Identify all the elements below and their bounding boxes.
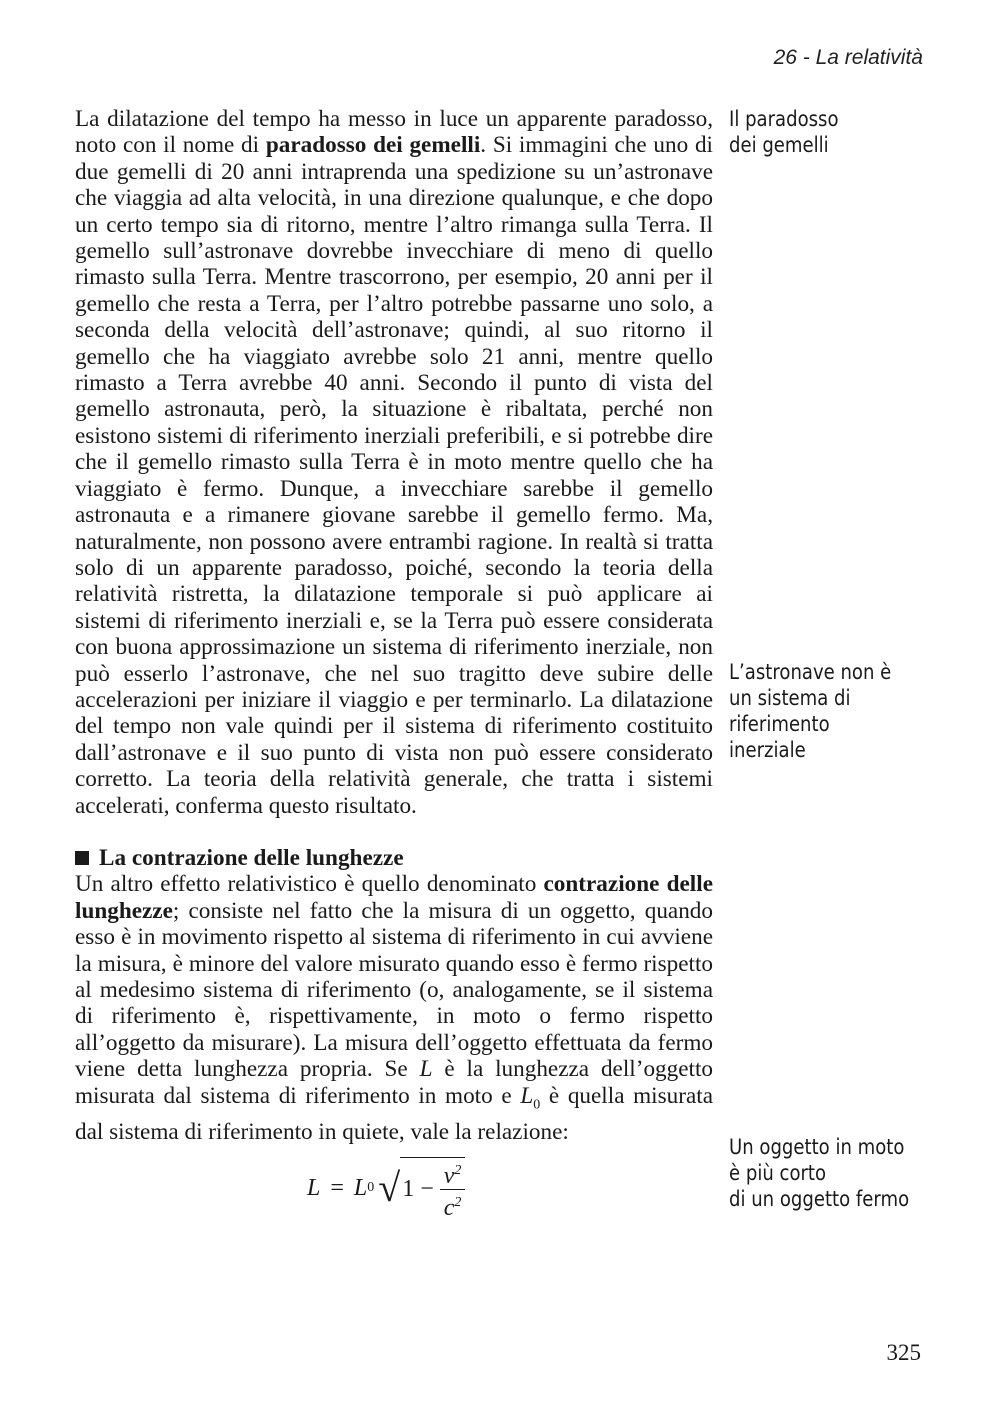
bold-term-twin-paradox: paradosso dei gemelli (265, 132, 481, 159)
length-contraction-formula: L = L 0 √ 1 − $\frac{v^2}{c^2}$ (307, 1155, 713, 1221)
square-bullet-icon (75, 851, 89, 865)
bold-term-length-contraction: contrazione delle lunghezze (75, 871, 713, 924)
square-root: √ 1 − $\frac{v^2}{c^2}$ (378, 1155, 465, 1221)
fraction-v2-over-c2: $\frac{v^2}{c^2}$ (440, 1158, 466, 1221)
main-text-column (75, 106, 713, 1221)
radical-sign-icon: √ (378, 1165, 401, 1211)
margin-note-twin-paradox: Il paradosso dei gemelli (729, 107, 839, 157)
margin-note-moving-object-shorter: Un oggetto in moto è più corto di un oggetto fermo (729, 1135, 910, 1211)
margin-note-spaceship-not-inertial: L’astronave non è un sistema di riferimento inerziale (729, 660, 892, 762)
page-number: 325 (886, 1340, 921, 1365)
running-head: 26 - La relatività (773, 46, 923, 69)
paragraph-length-contraction: Un altro effetto relativistico è quello denominato contrazione delle lunghezze; consiste nel fatto che la misura di un oggetto, quando esso è in movimento rispetto al sistema di riferimento in cui avviene la misura, è minore del valore misurato quando esso è fermo rispetto al medesimo sistema di riferimento (o, analogamente, se il sistema di riferimento è, rispettivamente, in moto o fermo rispetto all’oggetto da misurare). La misura dell’oggetto effettuata da fermo viene detta lunghezza propria. Se L è la lunghezza dell’oggetto misurata dal sistema di riferimento in moto e $L_0$ è quella misurata dal sistema di riferimento in quiete, vale la relazione: (75, 871, 714, 1145)
section-heading (75, 845, 713, 871)
paragraph-twin-paradox: La dilatazione del tempo ha messo in luce un apparente paradosso, noto con il nome di paradosso dei gemelli. Si immagini che uno di due gemelli di 20 anni intraprenda una spedizione su un’astronave che viaggia ad alta velocità, in una direzione qualunque, e che dopo un certo tempo sia di ritorno, mentre l’altro rimanga sulla Terra. Il gemello sull’astronave dovrebbe invecchiare di meno di quello rimasto sulla Terra. Mentre trascorrono, per esempio, 20 anni per il gemello che resta a Terra, per l’altro potrebbe passarne uno solo, a seconda della velocità dell’astronave; quindi, al suo ritorno il gemello che ha viaggiato avrebbe solo 21 anni, mentre quello rimasto a Terra avrebbe 40 anni. Secondo il punto di vista del gemello astronauta, però, la situazione è ribaltata, perché non esistono sistemi di riferimento inerziali preferibili, e si potrebbe dire che il gemello rimasto sulla Terra è in moto mentre quello che ha viaggiato è fermo. Dunque, a invecchiare sarebbe il gemello astronauta e a rimanere giovane sarebbe il gemello fermo. Ma, naturalmente, non possono avere entrambi ragione. In realtà si tratta solo di un apparente paradosso, poiché, secondo la teoria della relatività ristretta, la dilatazione temporale si può applicare ai sistemi di riferimento inerziali e, se la Terra può essere considerata con buona approssimazione un sistema di riferimento inerziale, non può esserlo l’astronave, che nel suo tragitto deve subire delle accelerazioni per iniziare il viaggio e per terminarlo. La dilatazione del tempo non vale quindi per il sistema di riferimento costituito dall’astronave e il suo punto di vista non può essere considerato corretto. La teoria della relatività generale, che tratta i sistemi accelerati, conferma questo risultato. (75, 106, 713, 819)
section-heading-text: La contrazione delle lunghezze (99, 844, 404, 871)
